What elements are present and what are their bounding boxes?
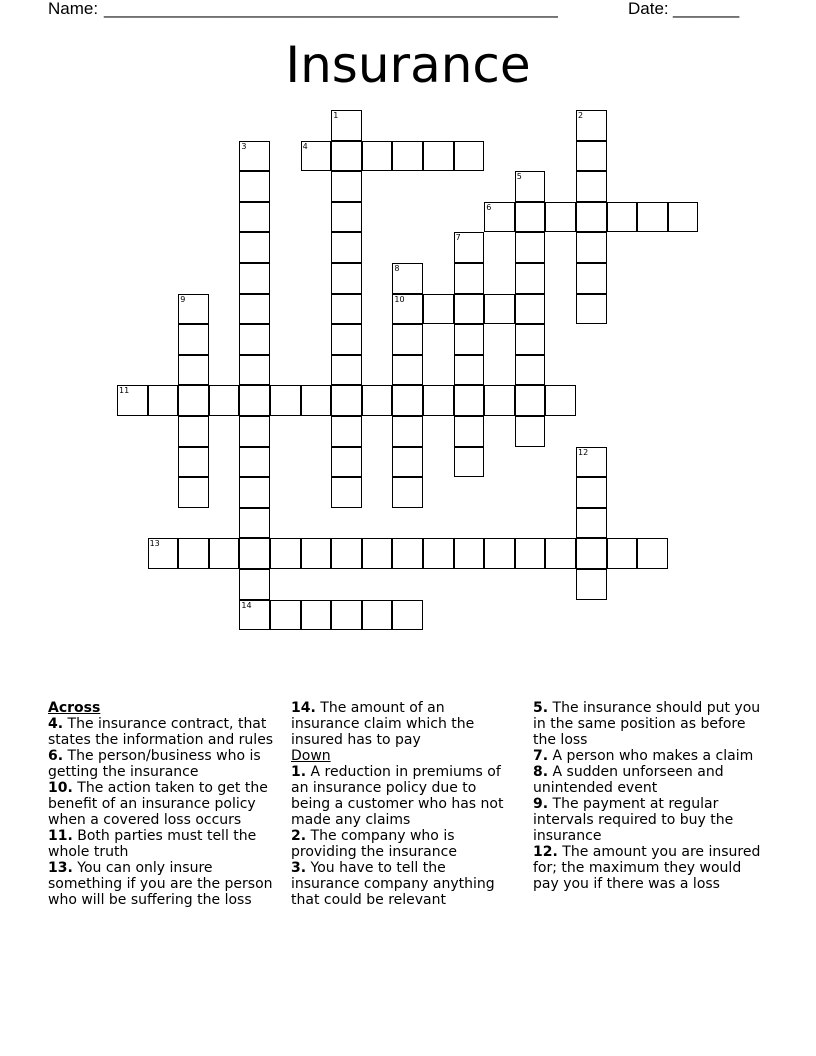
grid-cell[interactable]: [392, 385, 423, 416]
grid-cell[interactable]: [239, 385, 270, 416]
grid-cell[interactable]: [392, 294, 423, 325]
grid-cell[interactable]: [607, 202, 638, 233]
grid-cell[interactable]: [331, 600, 362, 631]
grid-cell[interactable]: [148, 385, 179, 416]
clue-across-6: 6. The person/business who is getting the insurance: [48, 748, 261, 780]
grid-cell[interactable]: [178, 416, 209, 447]
grid-cell[interactable]: [515, 202, 546, 233]
grid-cell[interactable]: [178, 447, 209, 478]
grid-cell[interactable]: [576, 263, 607, 294]
grid-cell[interactable]: [362, 385, 393, 416]
grid-cell[interactable]: [331, 141, 362, 172]
grid-cell[interactable]: [362, 538, 393, 569]
clue-number: 11: [119, 386, 130, 396]
grid-cell[interactable]: [454, 232, 485, 263]
grid-cell[interactable]: [270, 538, 301, 569]
grid-cell[interactable]: [454, 355, 485, 386]
grid-cell[interactable]: [515, 416, 546, 447]
grid-cell[interactable]: [178, 294, 209, 325]
grid-cell[interactable]: [178, 385, 209, 416]
grid-cell[interactable]: [362, 600, 393, 631]
grid-cell[interactable]: [392, 324, 423, 355]
grid-cell[interactable]: [239, 232, 270, 263]
clue-across-14: 14. The amount of an insurance claim which the insured has to pay: [291, 700, 475, 748]
grid-cell[interactable]: [239, 141, 270, 172]
grid-cell[interactable]: [178, 324, 209, 355]
grid-cell[interactable]: [392, 141, 423, 172]
grid-cell[interactable]: [178, 355, 209, 386]
clue-down-1: 1. A reduction in premiums of an insurance policy due to being a customer who has not made any claims: [291, 764, 504, 828]
grid-cell[interactable]: [392, 416, 423, 447]
clue-down-2: 2. The company who is providing the insurance: [291, 828, 457, 860]
grid-cell[interactable]: [637, 538, 668, 569]
grid-cell[interactable]: [576, 569, 607, 600]
grid-cell[interactable]: [454, 385, 485, 416]
clues-column-3: [533, 700, 768, 892]
grid-cell[interactable]: [392, 600, 423, 631]
clue-number: 10: [394, 294, 405, 304]
grid-cell[interactable]: [454, 263, 485, 294]
page-title: Insurance: [285, 36, 531, 94]
clue-across-11: 11. Both parties must tell the whole truth: [48, 828, 257, 860]
grid-cell[interactable]: [270, 385, 301, 416]
grid-cell[interactable]: [178, 477, 209, 508]
clues-column-2: [291, 700, 516, 908]
grid-cell[interactable]: [454, 416, 485, 447]
name-date-line: [48, 0, 748, 22]
grid-cell[interactable]: [239, 416, 270, 447]
clue-number: 2: [578, 111, 584, 120]
grid-cell[interactable]: [576, 477, 607, 508]
grid-cell[interactable]: [454, 141, 485, 172]
grid-cell[interactable]: [239, 171, 270, 202]
grid-cell[interactable]: [668, 202, 699, 233]
grid-cell[interactable]: [576, 508, 607, 539]
grid-cell[interactable]: [331, 202, 362, 233]
clue-down-9: 9. The payment at regular intervals required to buy the insurance: [533, 796, 734, 844]
grid-cell[interactable]: [392, 263, 423, 294]
clue-number: 14: [241, 600, 252, 610]
grid-cell[interactable]: [607, 538, 638, 569]
grid-cell[interactable]: [576, 202, 607, 233]
grid-cell[interactable]: [545, 202, 576, 233]
grid-cell[interactable]: [423, 294, 454, 325]
clue-down-12: 12. The amount you are insured for; the maximum they would pay you if there was a loss: [533, 844, 761, 892]
clue-number: 5: [516, 172, 522, 182]
grid-cell[interactable]: [392, 477, 423, 508]
grid-cell[interactable]: [515, 294, 546, 325]
grid-cell[interactable]: [576, 232, 607, 263]
grid-cell[interactable]: [331, 171, 362, 202]
grid-cell[interactable]: [545, 538, 576, 569]
grid-cell[interactable]: [484, 538, 515, 569]
clues-column-1: [48, 700, 283, 908]
clue-number: 3: [241, 141, 247, 151]
clue-number: 8: [394, 264, 400, 273]
grid-cell[interactable]: [392, 538, 423, 569]
grid-cell[interactable]: [331, 355, 362, 386]
grid-cell[interactable]: [454, 294, 485, 325]
grid-cell[interactable]: [239, 447, 270, 478]
grid-cell[interactable]: [209, 538, 240, 569]
grid-cell[interactable]: [239, 508, 270, 539]
grid-cell[interactable]: [331, 232, 362, 263]
grid-cell[interactable]: [239, 355, 270, 386]
grid-cell[interactable]: [576, 141, 607, 172]
clue-across-10: 10. The action taken to get the benefit of an insurance policy when a covered loss occurs: [48, 780, 268, 828]
grid-cell[interactable]: [454, 324, 485, 355]
grid-cell[interactable]: [331, 477, 362, 508]
grid-cell[interactable]: [209, 385, 240, 416]
date-label: Date:: [628, 0, 669, 18]
grid-cell[interactable]: [239, 324, 270, 355]
clue-number: 7: [455, 233, 461, 243]
clue-number: 4: [302, 141, 308, 151]
grid-cell[interactable]: [392, 355, 423, 386]
grid-cell[interactable]: [331, 447, 362, 478]
grid-cell[interactable]: [148, 538, 179, 569]
grid-cell[interactable]: [239, 263, 270, 294]
date-field[interactable]: _______: [673, 0, 740, 18]
clue-down-7: 7. A person who makes a claim: [533, 748, 754, 764]
grid-cell[interactable]: [239, 477, 270, 508]
clue-down-5: 5. The insurance should put you in the same position as before the loss: [533, 700, 761, 748]
grid-cell[interactable]: [515, 171, 546, 202]
grid-cell[interactable]: [301, 141, 332, 172]
grid-cell[interactable]: [637, 202, 668, 233]
grid-cell[interactable]: [178, 538, 209, 569]
grid-cell[interactable]: [515, 324, 546, 355]
grid-cell[interactable]: [454, 447, 485, 478]
grid-cell[interactable]: [576, 110, 607, 141]
clue-number: 1: [333, 111, 339, 120]
grid-cell[interactable]: [117, 385, 148, 416]
grid-cell[interactable]: [423, 385, 454, 416]
clue-across-4: 4. The insurance contract, that states the information and rules: [48, 716, 274, 748]
grid-cell[interactable]: [576, 538, 607, 569]
grid-cell[interactable]: [545, 385, 576, 416]
grid-cell[interactable]: [270, 600, 301, 631]
grid-cell[interactable]: [331, 385, 362, 416]
grid-cell[interactable]: [515, 263, 546, 294]
grid-cell[interactable]: [484, 294, 515, 325]
grid-cell[interactable]: [331, 324, 362, 355]
grid-cell[interactable]: [576, 447, 607, 478]
clue-number: 12: [578, 447, 589, 457]
grid-cell[interactable]: [423, 141, 454, 172]
clue-number: 13: [149, 539, 160, 549]
grid-cell[interactable]: [484, 385, 515, 416]
across-heading: Across: [48, 700, 101, 716]
down-heading: Down: [291, 748, 331, 764]
grid-cell[interactable]: [301, 600, 332, 631]
grid-cell[interactable]: [576, 294, 607, 325]
grid-cell[interactable]: [515, 355, 546, 386]
grid-cell[interactable]: [515, 538, 546, 569]
grid-cell[interactable]: [239, 538, 270, 569]
grid-cell[interactable]: [239, 569, 270, 600]
grid-cell[interactable]: [392, 447, 423, 478]
clue-number: 6: [486, 202, 492, 212]
grid-cell[interactable]: [454, 538, 485, 569]
grid-cell[interactable]: [331, 263, 362, 294]
grid-cell[interactable]: [576, 171, 607, 202]
clue-down-3: 3. You have to tell the insurance company anything that could be relevant: [291, 860, 495, 908]
grid-cell[interactable]: [331, 294, 362, 325]
clue-down-8: 8. A sudden unforseen and unintended event: [533, 764, 724, 796]
name-label: Name:: [48, 0, 99, 18]
grid-cell[interactable]: [362, 141, 393, 172]
name-field[interactable]: ________________________________________________: [104, 0, 558, 18]
grid-cell[interactable]: [484, 202, 515, 233]
clue-number: 9: [180, 294, 186, 304]
grid-cell[interactable]: [239, 294, 270, 325]
grid-cell[interactable]: [331, 416, 362, 447]
grid-cell[interactable]: [331, 538, 362, 569]
grid-cell[interactable]: [239, 600, 270, 631]
grid-cell[interactable]: [515, 232, 546, 263]
clue-across-13: 13. You can only insure something if you are the person who will be suffering the loss: [48, 860, 273, 908]
grid-cell[interactable]: [301, 385, 332, 416]
grid-cell[interactable]: [239, 202, 270, 233]
grid-cell[interactable]: [515, 385, 546, 416]
grid-cell[interactable]: [301, 538, 332, 569]
grid-cell[interactable]: [423, 538, 454, 569]
grid-cell[interactable]: [331, 110, 362, 141]
